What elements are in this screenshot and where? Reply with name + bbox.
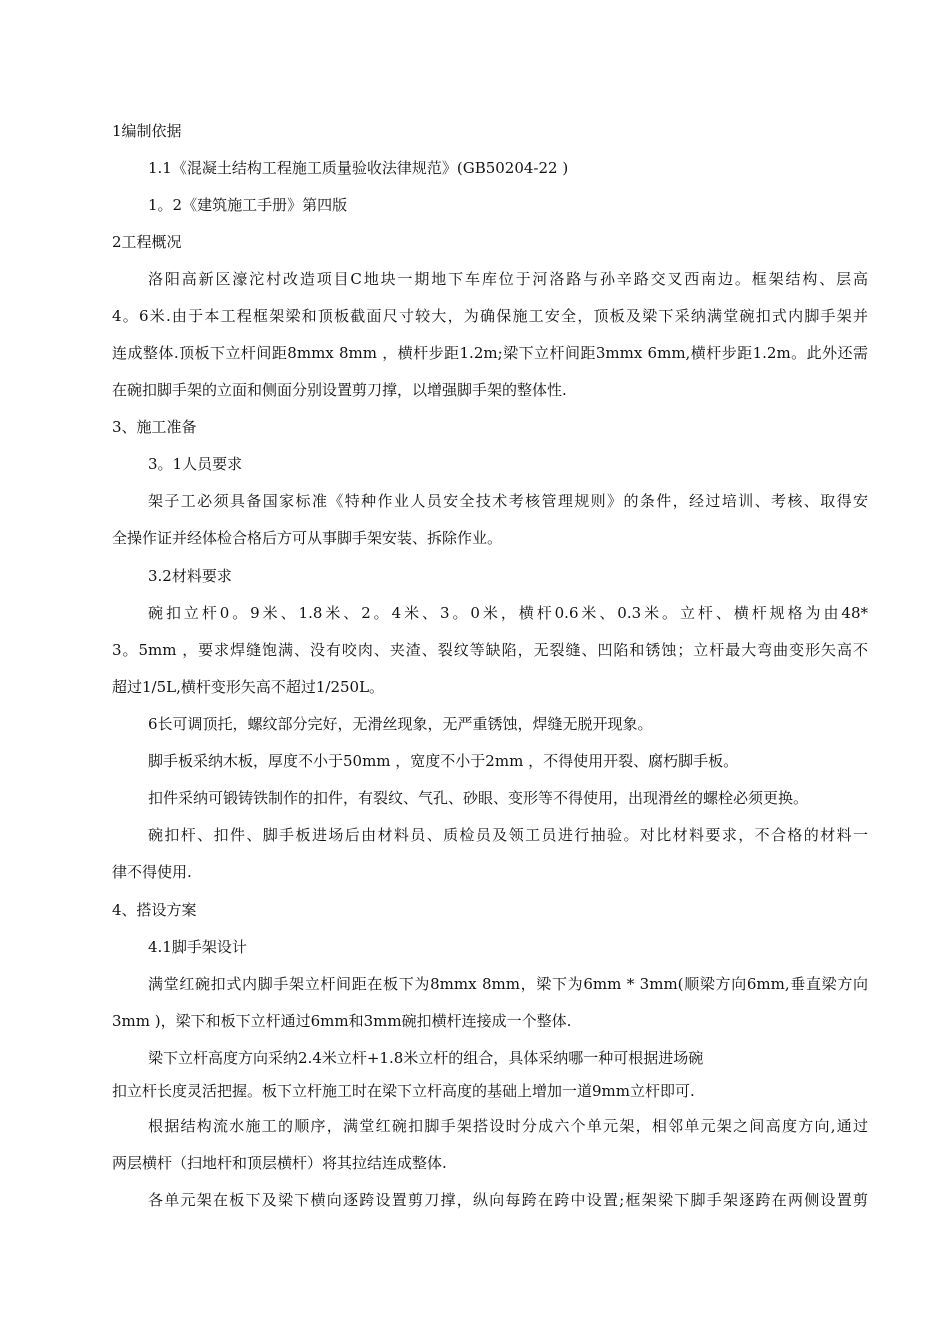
heading-3: 3、施工准备	[112, 418, 197, 436]
paragraph-line: 扣立杆长度灵活把握。板下立杆施工时在梁下立杆高度的基础上增加一道9mm立杆即可.	[112, 1082, 695, 1100]
paragraph-line: 梁下立杆高度方向采纳2.4米立杆+1.8米立杆的组合，具体采纳哪一种可根据进场碗	[148, 1049, 704, 1067]
heading-1: 1编制依据	[112, 122, 182, 140]
paragraph-line: 全操作证并经体检合格后方可从事脚手架安装、拆除作业。	[112, 529, 503, 547]
paragraph-line: 碗扣杆、扣件、脚手板进场后由材料员、质检员及领工员进行抽验。对比材料要求，不合格的材料一	[148, 826, 868, 844]
subheading-3-2: 3.2材料要求	[148, 567, 232, 585]
paragraph-line: 脚手板采纳木板，厚度不小于50mm ，宽度不小于2mm ，不得使用开裂、腐朽脚手板。	[148, 752, 739, 770]
paragraph-line: 碗扣立杆0。9米、1.8米、2。4米、3。0米，横杆0.6米、0.3米。立杆、横杆规格为由48*	[148, 604, 868, 622]
subheading-4-1: 4.1脚手架设计	[148, 938, 247, 956]
paragraph-line: 3mm )，梁下和板下立杆通过6mm和3mm碗扣横杆连接成一个整体.	[112, 1012, 572, 1030]
paragraph-line: 3。5mm ，要求焊缝饱满、没有咬肉、夹渣、裂纹等缺陷，无裂缝、凹陷和锈蚀；立杆最大弯曲变形矢高不	[112, 641, 868, 659]
paragraph-line: 根据结构流水施工的顺序，满堂红碗扣脚手架搭设时分成六个单元架，相邻单元架之间高度方向,通过	[148, 1117, 868, 1135]
paragraph-line: 架子工必须具备国家标准《特种作业人员安全技术考核管理规则》的条件，经过培训、考核、取得安	[148, 492, 868, 510]
paragraph-line: 扣件采纳可锻铸铁制作的扣件，有裂纹、气孔、砂眼、变形等不得使用，出现滑丝的螺栓必须更换。	[148, 789, 809, 807]
paragraph-line: 6长可调顶托，螺纹部分完好，无滑丝现象，无严重锈蚀，焊缝无脱开现象。	[148, 715, 653, 733]
paragraph-line: 超过1/5L,横杆变形矢高不超过1/250L。	[112, 678, 385, 696]
paragraph-line: 4。6米.由于本工程框架梁和顶板截面尺寸较大，为确保施工安全，顶板及梁下采纳满堂碗扣式内脚手架并	[112, 307, 868, 325]
paragraph-line: 连成整体.顶板下立杆间距8mmx 8mm ，横杆步距1.2m;梁下立杆间距3mmx 6mm,横杆步距1.2m。此外还需	[112, 344, 868, 362]
paragraph-line: 两层横杆（扫地杆和顶层横杆）将其拉结连成整体.	[112, 1154, 447, 1172]
subheading-1-2: 1。2《建筑施工手册》第四版	[148, 196, 348, 214]
paragraph-line: 律不得使用.	[112, 863, 192, 881]
paragraph-line: 洛阳高新区濠沱村改造项目C地块一期地下车库位于河洛路与孙辛路交叉西南边。框架结构、层高	[148, 270, 868, 288]
paragraph-line: 在碗扣脚手架的立面和侧面分别设置剪刀撑，以增强脚手架的整体性.	[112, 381, 567, 399]
heading-4: 4、搭设方案	[112, 901, 197, 919]
subheading-1-1: 1.1《混凝土结构工程施工质量验收法律规范》(GB50204-22 )	[148, 159, 569, 177]
paragraph-line: 满堂红碗扣式内脚手架立杆间距在板下为8mmx 8mm，梁下为6mm * 3mm(顺梁方向6mm,垂直梁方向	[148, 975, 868, 993]
subheading-3-1: 3。1人员要求	[148, 455, 243, 473]
paragraph-line: 各单元架在板下及梁下横向逐跨设置剪刀撑，纵向每跨在跨中设置;框架梁下脚手架逐跨在两侧设置剪	[148, 1191, 868, 1209]
heading-2: 2工程概况	[112, 233, 182, 251]
